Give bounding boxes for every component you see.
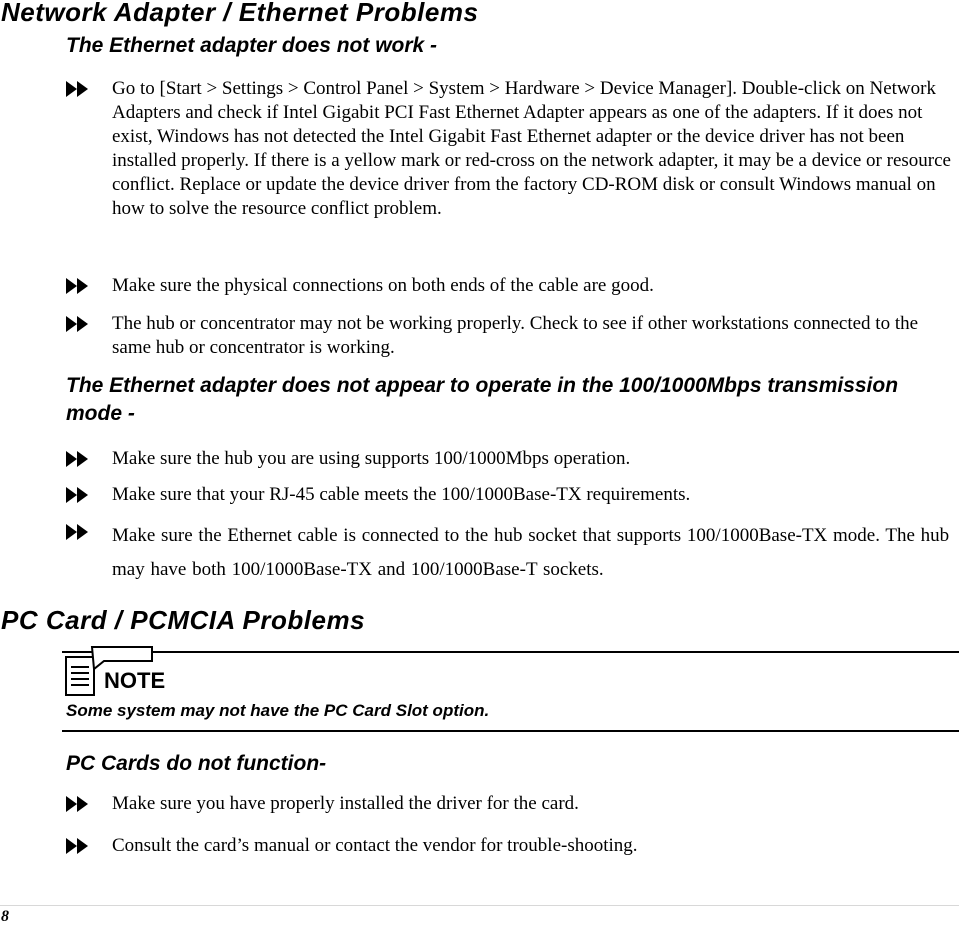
list-item: Make sure the hub you are using supports 100/1000Mbps operation. xyxy=(112,448,631,469)
list-item: Consult the card’s manual or contact the vendor for trouble-shooting. xyxy=(112,835,638,856)
note-top-rule xyxy=(62,651,959,653)
note-bottom-rule xyxy=(62,730,959,732)
footer-rule xyxy=(0,905,959,906)
section-title-pc-card: PC Card / PCMCIA Problems xyxy=(1,605,366,635)
double-arrow-bullet-icon xyxy=(66,278,90,294)
list-item: Make sure the physical connections on both ends of the cable are good. xyxy=(112,275,654,296)
subheading-pc-cards: PC Cards do not function- xyxy=(66,752,327,775)
double-arrow-bullet-icon xyxy=(66,524,90,540)
double-arrow-bullet-icon xyxy=(66,796,90,812)
note-label: NOTE xyxy=(104,668,166,693)
list-item: Make sure that your RJ-45 cable meets the 100/1000Base-TX requirements. xyxy=(112,484,691,505)
list-item: Go to [Start > Settings > Control Panel > System > Hardware > Device Manager]. Double-click on Network Adapters and check if Intel Gigabit PCI Fast Ethernet Adapter appears as one of the adapters. If it does not exist, Windows has not detected the Intel Gigabit Fast Ethernet adapter or the device driver has not been installed properly. If there is a yellow mark or red-cross on the network adapter, it may be a device or resource conflict. Replace or update the device driver from the factory CD-ROM disk or consult Windows manual on how to solve the resource conflict problem. xyxy=(112,78,951,219)
subheading-100-1000-mode: The Ethernet adapter does not appear to operate in the 100/1000Mbps transmission mode - xyxy=(66,374,899,425)
section-title-network: Network Adapter / Ethernet Problems xyxy=(1,0,479,27)
double-arrow-bullet-icon xyxy=(66,81,90,97)
list-item: The hub or concentrator may not be working properly. Check to see if other workstations connected to the same hub or concentrator is working. xyxy=(112,313,919,358)
note-icon xyxy=(64,643,186,699)
double-arrow-bullet-icon xyxy=(66,316,90,332)
double-arrow-bullet-icon xyxy=(66,487,90,503)
page-number: 8 xyxy=(1,908,9,925)
double-arrow-bullet-icon xyxy=(66,838,90,854)
note-text: Some system may not have the PC Card Slot option. xyxy=(66,701,490,720)
list-item: Make sure the Ethernet cable is connected to the hub socket that supports 100/1000Base-TX mode. The hub may have both 100/1000Base-TX and 100/1000Base-T sockets. xyxy=(112,525,950,580)
double-arrow-bullet-icon xyxy=(66,451,90,467)
subheading-adapter-not-work: The Ethernet adapter does not work - xyxy=(66,34,438,57)
list-item: Make sure you have properly installed the driver for the card. xyxy=(112,793,579,814)
